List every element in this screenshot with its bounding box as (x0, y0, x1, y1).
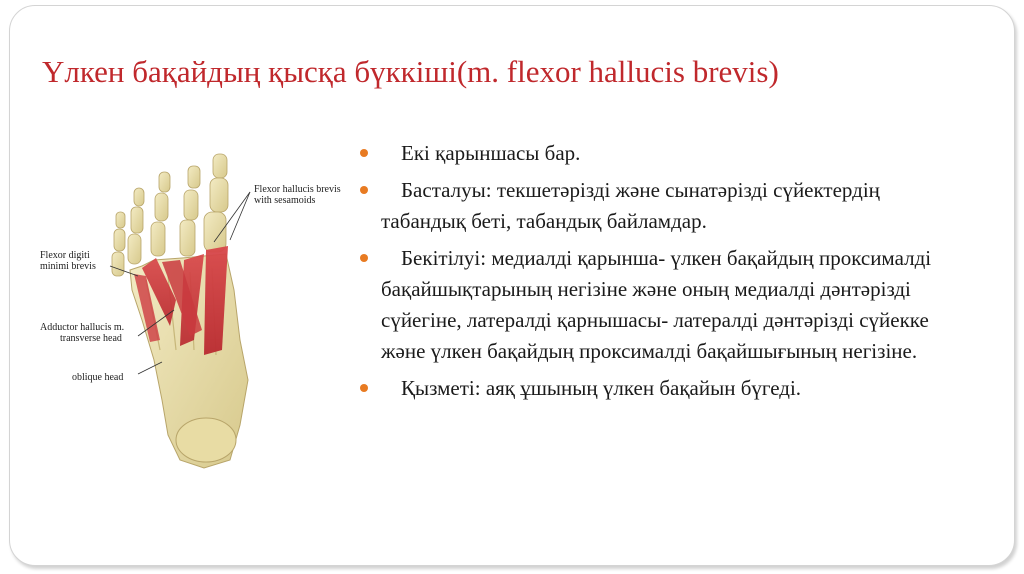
bullet-dot-icon (360, 254, 368, 262)
foot-anatomy-figure (34, 150, 364, 480)
label-minimi-brevis: minimi brevis (40, 261, 96, 272)
bullet-text: Екі қарыншасы бар. (401, 141, 581, 165)
label-flexor-digiti: Flexor digiti (40, 250, 90, 261)
bullet-text: Басталуы: текшетәрізді және сынатәрізді сүйектердің табандық беті, табандық байламдар. (381, 178, 880, 233)
bullet-dot-icon (360, 186, 368, 194)
label-flexor-hallucis-brevis: Flexor hallucis brevis (254, 184, 341, 195)
bullet-list (360, 138, 970, 410)
bullet-dot-icon (360, 149, 368, 157)
bullet-item (360, 243, 970, 367)
slide-title: Үлкен бақайдың қысқа бүккіші(m. flexor hallucis brevis) (42, 54, 779, 89)
label-adductor-hallucis: Adductor hallucis m. (40, 322, 125, 333)
label-transverse-head: transverse head (60, 333, 122, 344)
label-oblique-head: oblique head (72, 372, 124, 383)
bullet-item (360, 373, 970, 404)
label-with-sesamoids: with sesamoids (254, 195, 316, 206)
bullet-text: Қызметі: аяқ ұшының үлкен бақайын бүгеді. (401, 376, 802, 400)
bullet-item (360, 175, 970, 237)
bullet-text: Бекітілуі: медиалді қарынша- үлкен бақайдың проксималді бақайшықтарының негізіне және оның медиалді дәнтәрізді сүйегіне, латералді қарнышасы- латералді дәнтәрізді сүйекке және үлкен бақайдың проксималді бақайшығының негізіне. (381, 246, 932, 363)
bullet-dot-icon (360, 384, 368, 392)
bullet-item (360, 138, 970, 169)
